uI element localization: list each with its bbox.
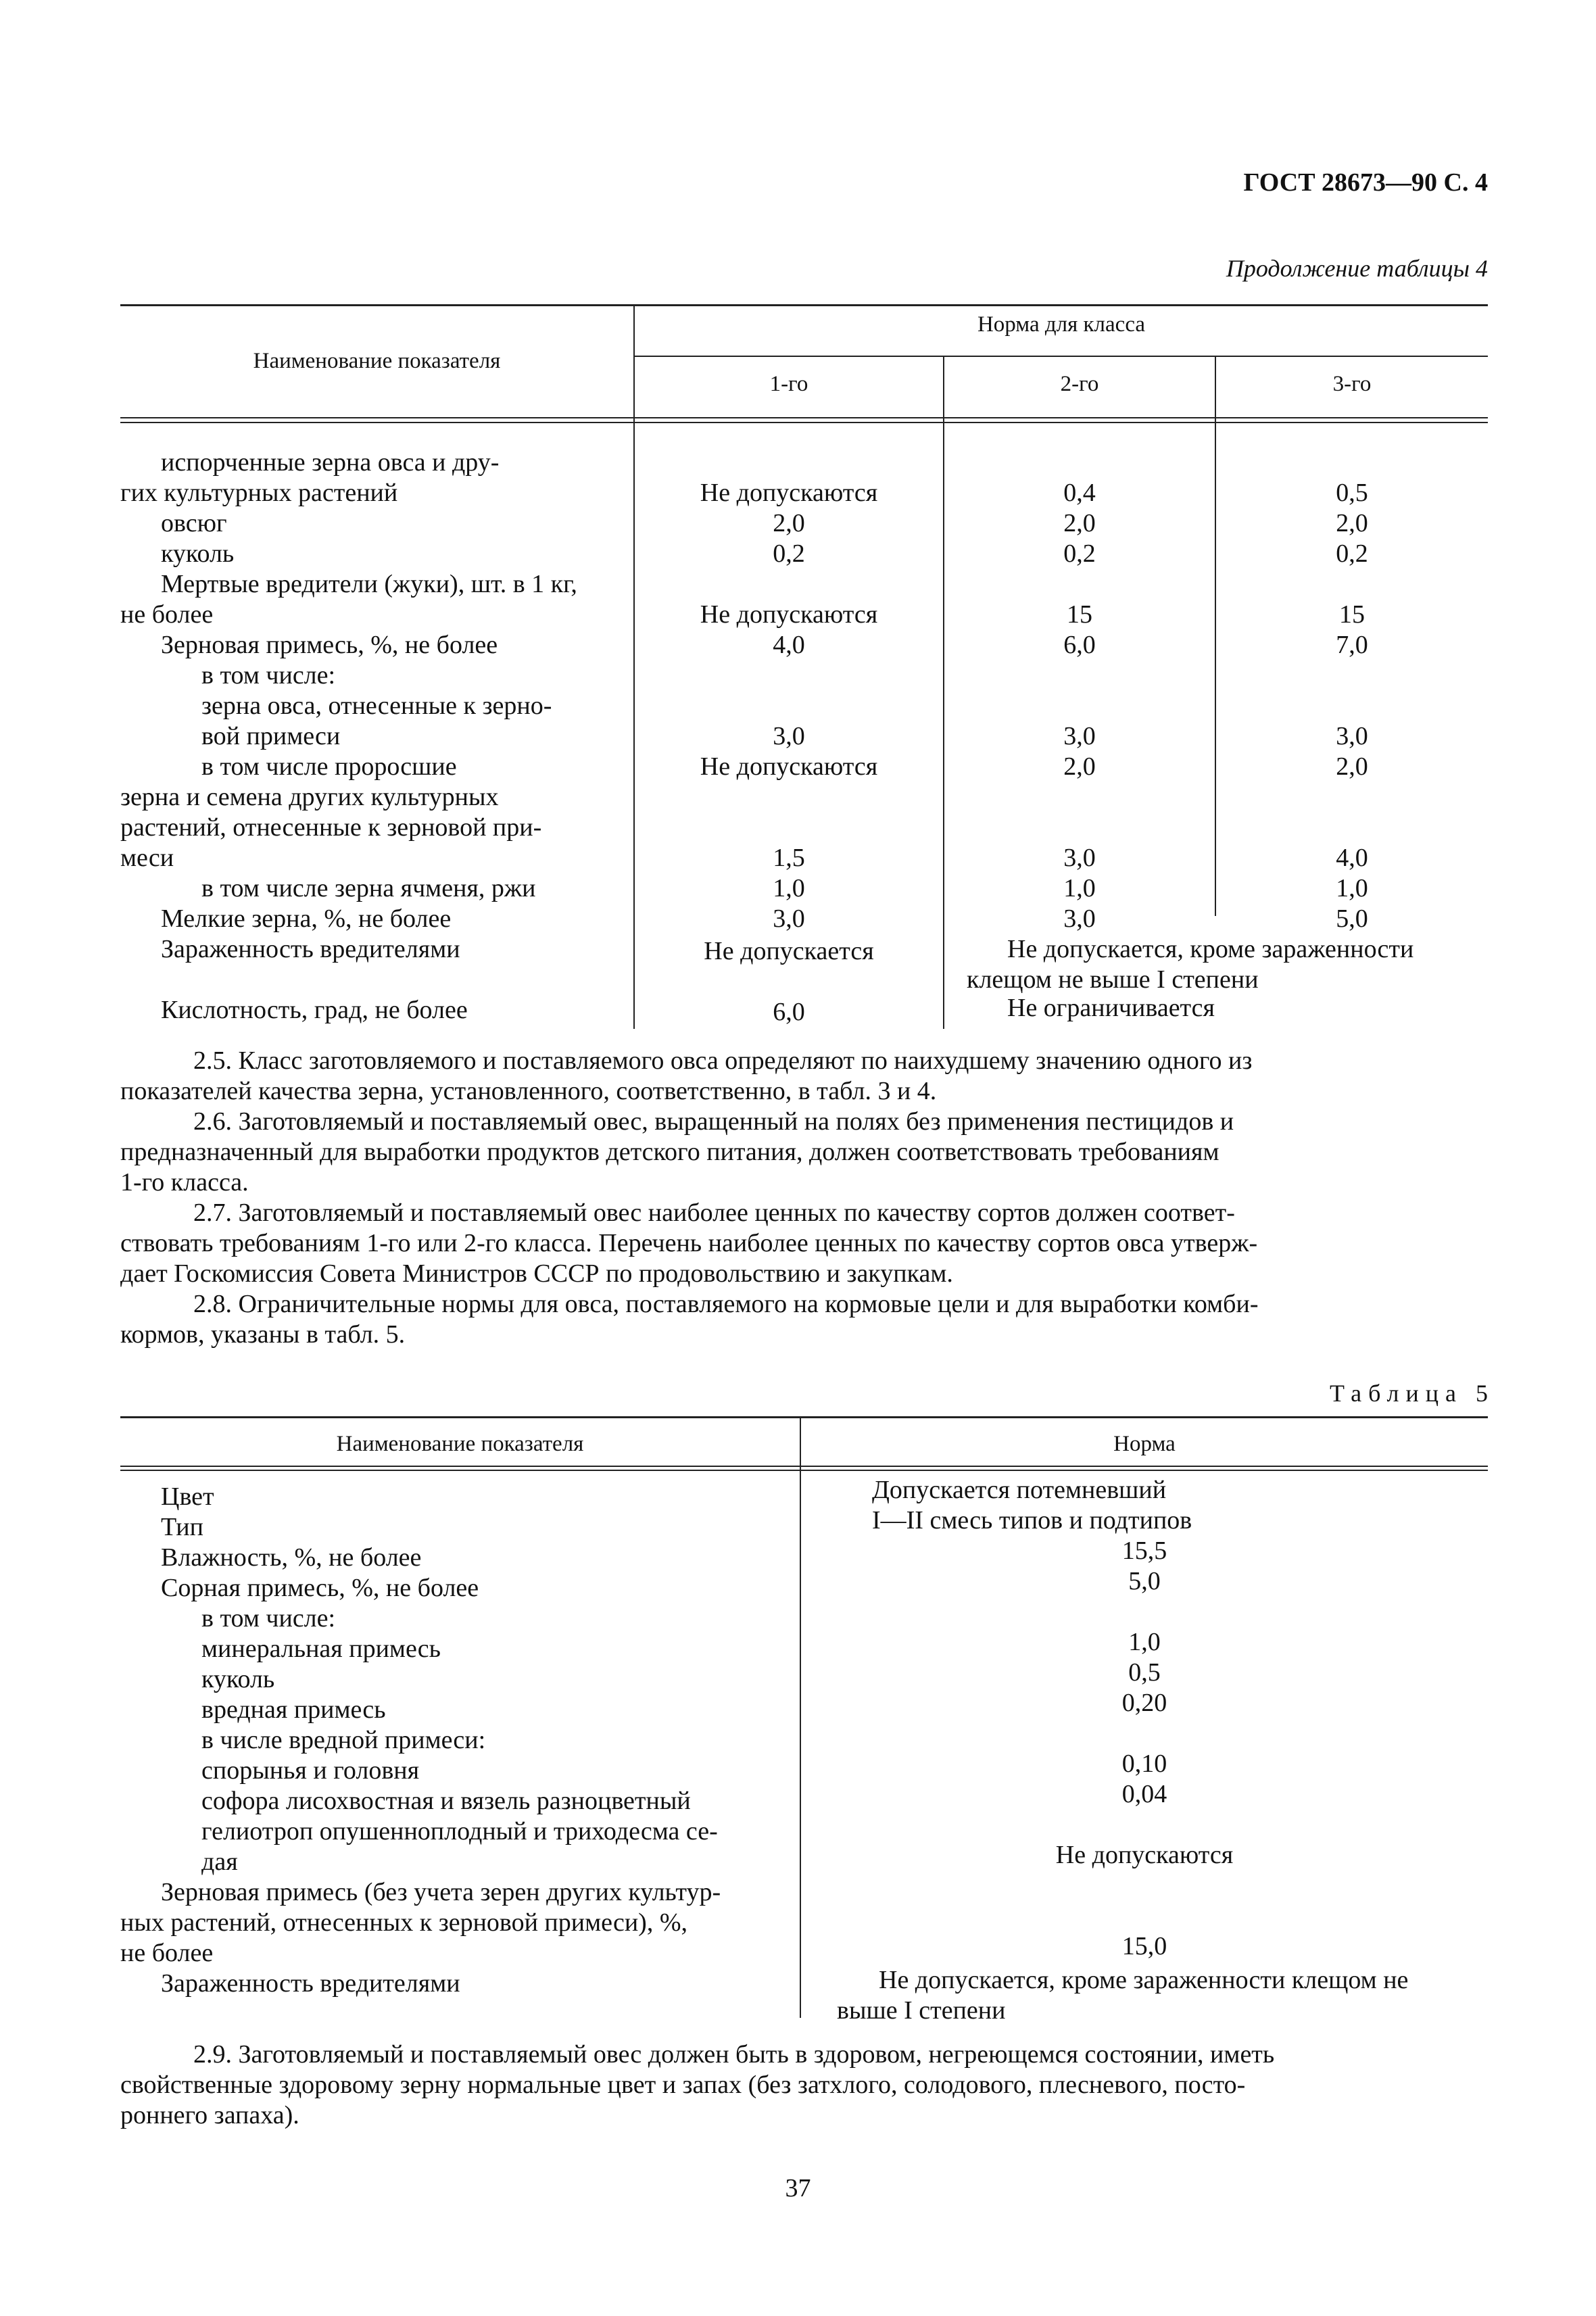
cell-class-1: 3,0: [773, 904, 805, 933]
table-5-caption: Таблица 5: [1330, 1380, 1495, 1407]
paragraph-line: 2.9. Заготовляемый и поставляемый овес должен быть в здоровом, негреющемся состоянии, иметь: [193, 2040, 1275, 2069]
cell-class-2: 2,0: [1063, 752, 1096, 781]
row-name: Кислотность, град, не более: [161, 996, 468, 1024]
cell-class-1: Не допускаются: [700, 600, 878, 629]
cell-class-1: 1,5: [773, 844, 805, 872]
cell-norm: 15,5: [1121, 1537, 1167, 1565]
cell-merged-2-3: Не допускается, кроме зараженности: [1007, 935, 1414, 963]
cell-merged-2-3: Не ограничивается: [1007, 994, 1215, 1022]
header-bottom-rule: [120, 417, 1488, 418]
cell-norm: Не допускаются: [1055, 1841, 1234, 1869]
row-name: в том числе:: [201, 661, 336, 690]
row-name: спорынья и головня: [201, 1756, 420, 1785]
cell-norm: 15,0: [1121, 1932, 1167, 1960]
cell-class-1: 3,0: [773, 722, 805, 750]
col-header-name: Наименование показателя: [253, 349, 501, 373]
cell-class-1: Не допускаются: [700, 479, 878, 507]
cell-norm: 0,20: [1121, 1689, 1167, 1717]
cell-class-1: 1,0: [773, 874, 805, 902]
row-name: софора лисохвостная и вязель разноцветный: [201, 1787, 691, 1815]
col-header-class-1: 1-го: [769, 372, 808, 396]
row-name: Цвет: [161, 1482, 214, 1511]
cell-class-1: 2,0: [773, 509, 805, 537]
cell-norm: Допускается потемневший: [872, 1476, 1167, 1504]
row-name: Зараженность вредителями: [161, 1969, 460, 1998]
col-header-norm: Норма для класса: [977, 312, 1146, 337]
col-header-class-3: 3-го: [1332, 372, 1372, 396]
cell-class-3: 2,0: [1336, 752, 1368, 781]
cell-class-3: 0,5: [1336, 479, 1368, 507]
cell-norm: 0,5: [1128, 1658, 1161, 1687]
cell-class-2: 0,4: [1063, 479, 1096, 507]
paragraph-line: роннего запаха).: [120, 2101, 299, 2129]
paragraph-line: 1-го класса.: [120, 1168, 249, 1197]
paragraph-line: свойственные здоровому зерну нормальные цвет и запах (без затхлого, солодового, плесневого, посто-: [120, 2071, 1246, 2099]
row-name: Зерновая примесь (без учета зерен других культур-: [161, 1878, 721, 1906]
cell-class-2: 0,2: [1063, 539, 1096, 568]
cell-norm: Не допускается, кроме зараженности клещом не: [879, 1966, 1409, 1994]
row-name: в числе вредной примеси:: [201, 1726, 486, 1754]
cell-class-2: 3,0: [1063, 904, 1096, 933]
cell-norm: 0,04: [1121, 1780, 1167, 1808]
row-name: куколь: [161, 539, 235, 568]
paragraph-line: 2.8. Ограничительные нормы для овса, поставляемого на кормовые цели и для выработки комби-: [193, 1290, 1259, 1318]
row-name: минеральная примесь: [201, 1635, 441, 1663]
cell-class-3: 2,0: [1336, 509, 1368, 537]
cell-class-1: 6,0: [773, 998, 805, 1026]
cell-norm: выше I степени: [837, 1996, 1006, 2025]
table-top-rule: [120, 304, 1488, 306]
cell-class-3: 5,0: [1336, 904, 1368, 933]
row-name: в том числе зерна ячменя, ржи: [201, 874, 536, 902]
row-name: зерна овса, отнесенные к зерно-: [201, 692, 552, 720]
header-bottom-rule-2: [120, 422, 1488, 423]
cell-class-3: 1,0: [1336, 874, 1368, 902]
cell-class-2: 2,0: [1063, 509, 1096, 537]
cell-class-2: 3,0: [1063, 844, 1096, 872]
row-name: куколь: [201, 1665, 275, 1693]
table-top-rule: [120, 1416, 1488, 1418]
row-name: не более: [120, 1939, 214, 1967]
row-name: вой примеси: [201, 722, 341, 750]
paragraph-line: показателей качества зерна, установленного, соответственно, в табл. 3 и 4.: [120, 1077, 937, 1105]
cell-class-2: 6,0: [1063, 631, 1096, 659]
cell-class-3: 0,2: [1336, 539, 1368, 568]
header-bottom-rule-2: [120, 1470, 1488, 1471]
row-name: Сорная примесь, %, не более: [161, 1574, 479, 1602]
paragraph-line: 2.5. Класс заготовляемого и поставляемого овса определяют по наихудшему значению одного из: [193, 1046, 1253, 1075]
paragraph-line: кормов, указаны в табл. 5.: [120, 1320, 406, 1349]
cell-norm: 1,0: [1128, 1628, 1161, 1656]
row-name: растений, отнесенные к зерновой при-: [120, 813, 542, 842]
row-name: овсюг: [161, 509, 227, 537]
paragraph-line: предназначенный для выработки продуктов детского питания, должен соответствовать требованиям: [120, 1138, 1219, 1166]
cell-norm: I—II смесь типов и подтипов: [872, 1506, 1192, 1535]
row-name: Зерновая примесь, %, не более: [161, 631, 498, 659]
cell-class-1: Не допускаются: [700, 752, 878, 781]
row-name: в том числе:: [201, 1604, 336, 1633]
row-name: гелиотроп опушенноплодный и триходесма се-: [201, 1817, 718, 1845]
document-code: ГОСТ 28673—90 С. 4: [1243, 168, 1488, 197]
paragraph-line: дает Госкомиссия Совета Министров СССР по продовольствию и закупкам.: [120, 1259, 953, 1288]
col-header-class-2: 2-го: [1060, 372, 1099, 396]
row-name: меси: [120, 844, 174, 872]
row-name: Тип: [161, 1513, 203, 1541]
cell-class-3: 4,0: [1336, 844, 1368, 872]
cell-merged-2-3: клещом не выше I степени: [967, 965, 1259, 994]
paragraph-line: 2.6. Заготовляемый и поставляемый овес, выращенный на полях без применения пестицидов и: [193, 1107, 1234, 1136]
row-name: дая: [201, 1848, 238, 1876]
col-header-name: Наименование показателя: [336, 1432, 584, 1456]
cell-class-1: 0,2: [773, 539, 805, 568]
cell-norm: 5,0: [1128, 1567, 1161, 1595]
row-name: испорченные зерна овса и дру-: [161, 448, 500, 477]
cell-norm: 0,10: [1121, 1750, 1167, 1778]
row-name: ных растений, отнесенных к зерновой примеси), %,: [120, 1908, 687, 1937]
cell-class-1: Не допускается: [704, 937, 874, 965]
col-header-norm: Норма: [1113, 1432, 1176, 1456]
page-number: 37: [785, 2174, 811, 2202]
cell-class-3: 7,0: [1336, 631, 1368, 659]
cell-class-2: 15: [1067, 600, 1092, 629]
cell-class-2: 1,0: [1063, 874, 1096, 902]
row-name: Мертвые вредители (жуки), шт. в 1 кг,: [161, 570, 577, 598]
cell-class-2: 3,0: [1063, 722, 1096, 750]
row-name: в том числе проросшие: [201, 752, 457, 781]
row-name: не более: [120, 600, 214, 629]
row-name: Зараженность вредителями: [161, 935, 460, 963]
cell-class-3: 3,0: [1336, 722, 1368, 750]
header-bottom-rule: [120, 1466, 1488, 1467]
row-name: зерна и семена других культурных: [120, 783, 499, 811]
row-name: Влажность, %, не более: [161, 1543, 422, 1572]
header-inner-rule: [635, 356, 1488, 357]
paragraph-line: ствовать требованиям 1-го или 2-го класса. Перечень наиболее ценных по качеству сортов овса утверж-: [120, 1229, 1258, 1257]
row-name: гих культурных растений: [120, 479, 398, 507]
cell-class-1: 4,0: [773, 631, 805, 659]
paragraph-line: 2.7. Заготовляемый и поставляемый овес наиболее ценных по качеству сортов должен соответ-: [193, 1199, 1235, 1227]
row-name: вредная примесь: [201, 1695, 386, 1724]
row-name: Мелкие зерна, %, не более: [161, 904, 452, 933]
table-continuation-label: Продолжение таблицы 4: [1226, 255, 1488, 282]
cell-class-3: 15: [1339, 600, 1365, 629]
